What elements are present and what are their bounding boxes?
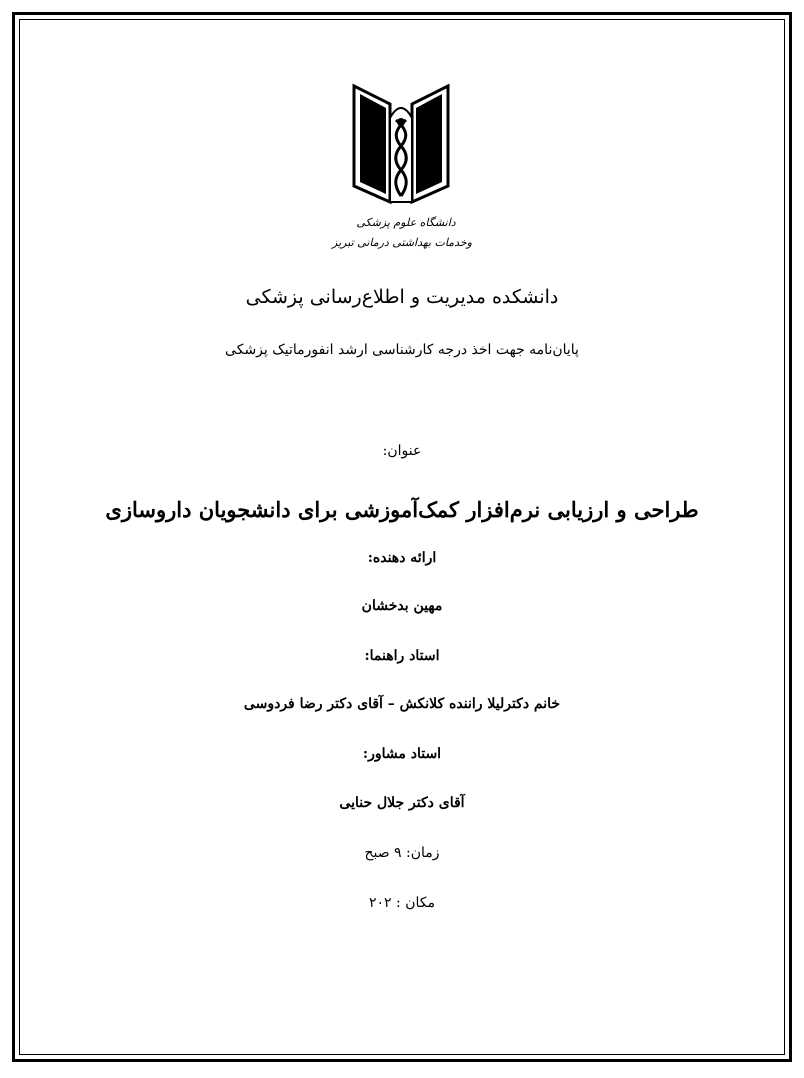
logo-caption-line-2: وخدمات بهداشتی درمانی تبریز bbox=[332, 236, 472, 249]
presenter-label: ارائه دهنده: bbox=[367, 550, 437, 566]
logo-caption-line-1: دانشگاه علوم پزشکی bbox=[356, 216, 456, 229]
supervisor-label: استاد راهنما: bbox=[364, 648, 440, 664]
supervisor-names: خانم دکترلیلا راننده کلانکش – آقای دکتر رضا فردوسی bbox=[243, 696, 561, 712]
presenter-name: مهین بدخشان bbox=[361, 598, 443, 614]
faculty-name: دانشکده مدیریت و اطلاع‌رسانی پزشکی bbox=[245, 286, 559, 308]
title-label: عنوان: bbox=[382, 443, 422, 459]
defense-time: زمان: ۹ صبح bbox=[364, 845, 440, 861]
advisor-label: استاد مشاور: bbox=[362, 746, 442, 762]
university-logo bbox=[332, 78, 472, 260]
advisor-name: آقای دکتر جلال حنایی bbox=[339, 795, 465, 811]
defense-place: مکان : ۲۰۲ bbox=[369, 895, 435, 911]
thesis-title: طراحی و ارزیابی نرم‌افزار کمک‌آموزشی برای دانشجویان داروسازی bbox=[105, 497, 699, 522]
degree-statement: پایان‌نامه جهت اخذ درجه کارشناسی ارشد انفورماتیک پزشکی bbox=[225, 342, 579, 358]
